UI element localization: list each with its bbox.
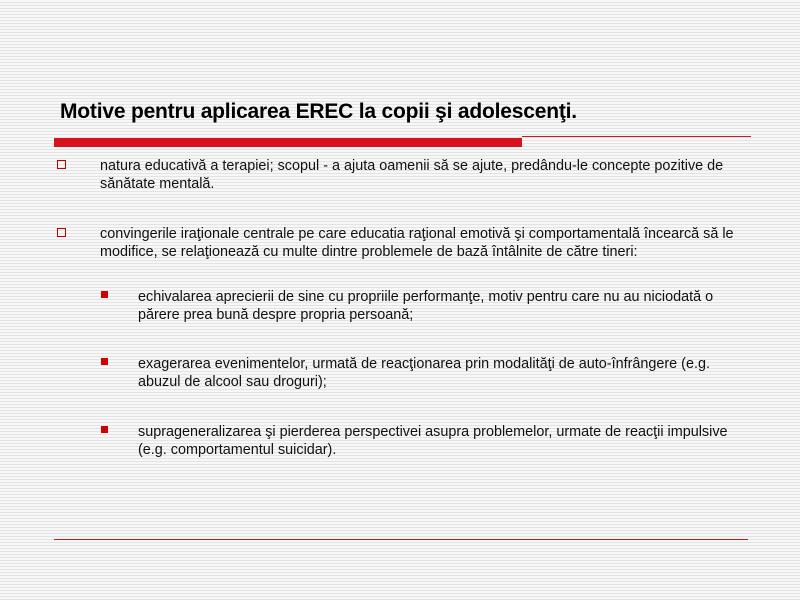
filled-square-bullet-icon — [101, 426, 108, 433]
bullet-item — [100, 157, 750, 193]
footer-rule — [54, 539, 748, 540]
sub-bullet-text: exagerarea evenimentelor, urmată de reacţionarea prin modalităţi de auto-înfrângere (e.g. abuzul de alcool sau droguri); — [138, 356, 710, 390]
slide-title: Motive pentru aplicarea EREC la copii şi adolescenţi. — [60, 100, 577, 123]
hollow-square-bullet-icon — [57, 160, 66, 169]
sub-bullet-item — [138, 355, 748, 391]
filled-square-bullet-icon — [101, 291, 108, 298]
sub-bullet-text: echivalarea aprecierii de sine cu propriile performanţe, motiv pentru care nu au niciodată o părere prea bună despre propria persoană; — [138, 289, 714, 323]
filled-square-bullet-icon — [101, 358, 108, 365]
title-underline-thick — [54, 138, 522, 147]
sub-bullet-item — [138, 288, 748, 324]
hollow-square-bullet-icon — [57, 228, 66, 237]
title-underline-thin — [522, 136, 751, 137]
bullet-text: natura educativă a terapiei; scopul - a ajuta oamenii să se ajute, predându-le concepte pozitive de sănătate mentală. — [100, 158, 724, 192]
sub-bullet-item — [138, 423, 748, 459]
sub-bullet-text: suprageneralizarea şi pierderea perspectivei asupra problemelor, urmate de reacţii impulsive (e.g. comportamentul suicidar). — [138, 424, 728, 458]
bullet-text: convingerile iraţionale centrale pe care educatia raţional emotivă şi comportamentală încearcă să le modifice, se relaţionează cu multe dintre problemele de bază întâlnite de către tineri: — [100, 226, 734, 260]
bullet-item — [100, 225, 750, 261]
